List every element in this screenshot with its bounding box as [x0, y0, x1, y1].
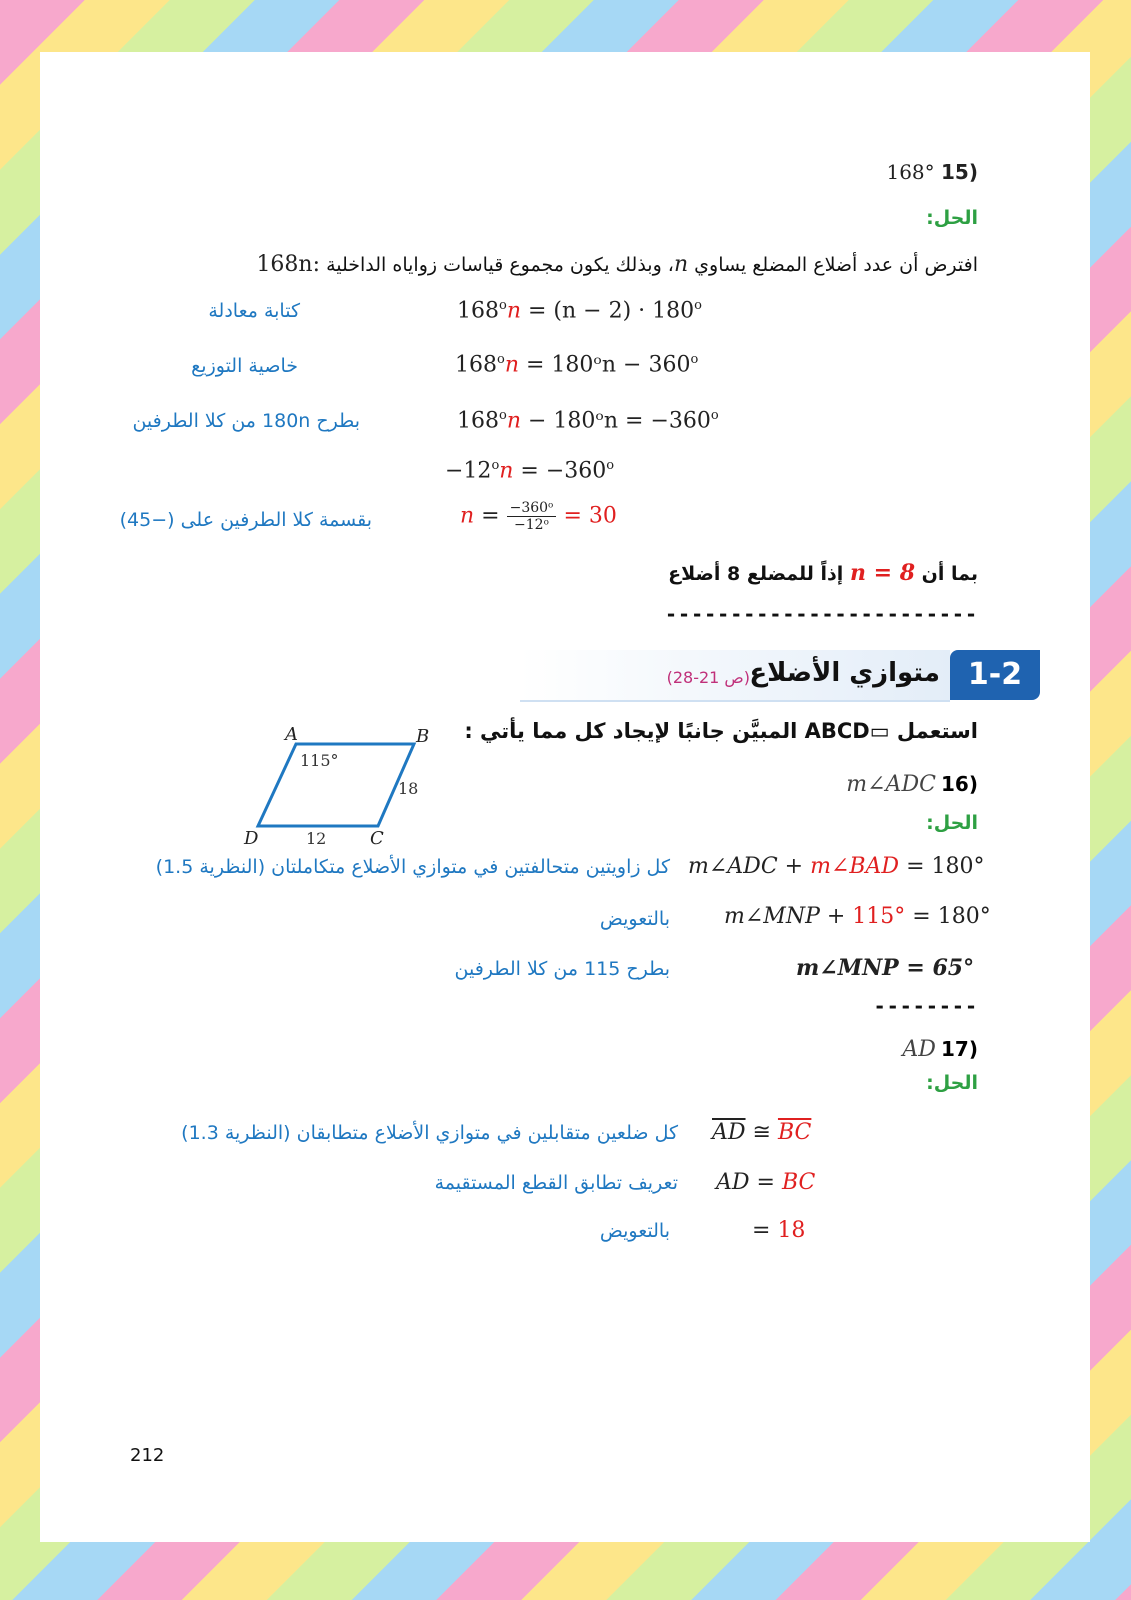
side-bc-label: 18: [398, 779, 419, 798]
worksheet-page: [40, 52, 1090, 1542]
q16-separator: --------: [873, 994, 978, 1018]
q15-final-reason: بقسمة كلا الطرفين على (−45): [119, 509, 372, 531]
q17-expr: AD: [902, 1037, 936, 1062]
q17-line-3: = 18: [752, 1218, 806, 1243]
side-dc-label: 12: [306, 829, 327, 848]
vertex-a-label: A: [285, 724, 298, 745]
q15-step-3-reason: بطرح 180n من كلا الطرفين: [132, 410, 360, 432]
q15-step-3: $168^on$ − 180ᵒn = $-360^o$: [457, 408, 719, 434]
q16-number: 16): [941, 772, 978, 796]
vertex-d-label: D: [244, 828, 259, 849]
q15-solution-label: الحل:: [926, 207, 978, 229]
instruction-text: استعمل ▭ABCD المبيَّن جانبًا لإيجاد كل مما يأتي :: [464, 719, 978, 743]
q15-intro-expr: 168n:: [256, 252, 321, 277]
q17-line-2-reason: تعريف تطابق القطع المستقيمة: [434, 1172, 678, 1194]
lesson-banner: [520, 650, 1040, 700]
q15-step-4: $-12^on = -360^o$: [445, 458, 615, 484]
q15-number: 15): [941, 160, 978, 184]
q15-intro-text-2: ، وبذلك يكون مجموع قياسات زواياه الداخلية: [326, 254, 674, 276]
q15-step-2-reason: خاصية التوزيع: [191, 355, 298, 377]
q15-step-1: $168^on = (n - 2) \cdot 180^o$: [457, 298, 702, 324]
q17-number: 17): [941, 1037, 978, 1061]
q15-step-final: n = $\frac{\text{−360ᵒ}}{\text{−12ᵒ}}$ = 30: [460, 500, 617, 533]
q17-header: [902, 1037, 978, 1062]
q17-solution-label: الحل:: [926, 1072, 978, 1094]
lesson-pages: (ص 21-28): [666, 668, 750, 687]
q16-line-3-reason: بطرح 115 من كلا الطرفين: [454, 958, 670, 980]
parallelogram-figure: [230, 722, 440, 852]
q15-intro-text-1: افترض أن عدد أضلاع المضلع يساوي: [694, 254, 978, 276]
q15-header: [886, 160, 978, 184]
lesson-title: متوازي الأضلاع: [749, 658, 940, 688]
q15-angle: 168°: [886, 160, 935, 184]
vertex-c-label: C: [370, 828, 384, 849]
q16-expr: m∠ADC: [846, 772, 936, 797]
page-number: 212: [130, 1445, 165, 1466]
q16-line-2-reason: بالتعويض: [599, 908, 670, 930]
q15-step-1-reason: كتابة معادلة: [208, 300, 300, 322]
lesson-number: 1-2: [950, 650, 1040, 700]
q16-line-2: m∠MNP + 115° = 180°: [724, 904, 991, 929]
q15-conclusion: بما أن n = 8 إذاً للمضلع 8 أضلاع: [668, 560, 978, 586]
q17-line-1: $\overline{AD}$ ≅ $\overline{BC}$: [712, 1120, 812, 1145]
q15-step-2: $168^on$ = 180ᵒn − $360^o$: [455, 352, 699, 378]
q15-intro-n: n: [673, 252, 689, 277]
q15-intro: [256, 252, 978, 277]
q16-header: [846, 772, 978, 797]
q16-line-1-reason: كل زاويتين متحالفتين في متوازي الأضلاع متكاملتان (النظرية 1.5): [155, 856, 670, 878]
q17-line-1-reason: كل ضلعين متقابلين في متوازي الأضلاع متطابقان (النظرية 1.3): [181, 1122, 678, 1144]
q16-line-1: m∠ADC + m∠BAD = 180°: [688, 854, 985, 879]
q15-fraction: $\frac{\text{−360ᵒ}}{\text{−12ᵒ}}$: [507, 500, 557, 533]
q16-solution-label: الحل:: [926, 812, 978, 834]
vertex-b-label: B: [416, 726, 430, 747]
q17-line-3-reason: بالتعويض: [599, 1220, 670, 1242]
angle-a-label: 115°: [300, 751, 339, 770]
q15-separator: ------------------------: [665, 602, 978, 626]
q17-line-2: AD = BC: [716, 1170, 816, 1195]
q16-line-3: m∠MNP = 65°: [796, 955, 975, 981]
